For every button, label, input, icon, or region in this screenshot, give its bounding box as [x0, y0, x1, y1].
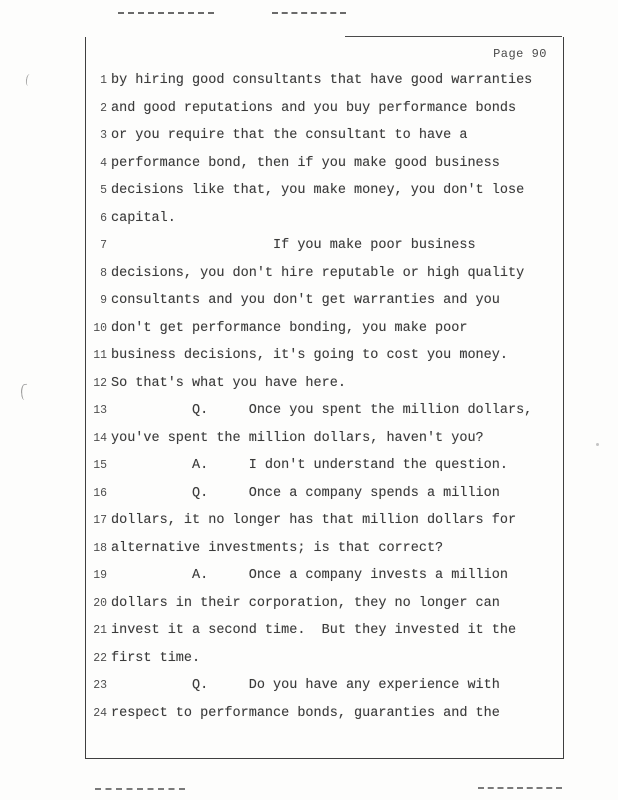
transcript-line: [86, 232, 563, 260]
transcript-lines: [86, 67, 563, 727]
line-number: 13: [93, 404, 107, 417]
line-number: 16: [93, 486, 107, 500]
transcript-line: [86, 95, 563, 123]
scan-artifact: [25, 74, 33, 87]
line-number: 6: [100, 211, 107, 225]
line-number: 17: [93, 514, 107, 527]
transcript-line: [86, 425, 563, 453]
line-number: 18: [93, 541, 107, 555]
line-number: 20: [93, 596, 107, 610]
scan-artifact: [478, 787, 562, 789]
line-text: invest it a second time. But they invested it the: [111, 623, 517, 638]
line-text: A. Once a company invests a million: [111, 568, 508, 583]
transcript-line: [86, 535, 563, 563]
line-text: Q. Do you have any experience with: [111, 678, 500, 693]
transcript-line: [86, 342, 563, 370]
transcript-line: [86, 205, 563, 233]
page-number-label: Page 90: [493, 47, 547, 61]
transcript-line: [86, 150, 563, 178]
transcript-line: [86, 590, 563, 618]
line-text: Q. Once you spent the million dollars,: [111, 403, 533, 418]
transcript-line: [86, 480, 563, 508]
line-number: 23: [93, 679, 107, 692]
line-text: consultants and you don't get warranties and you: [111, 293, 500, 308]
line-number: 12: [93, 376, 107, 390]
line-number: 9: [100, 294, 107, 307]
transcript-line: [86, 617, 563, 645]
transcript-line: [86, 507, 563, 535]
transcript-line: [86, 122, 563, 150]
line-number: 24: [93, 706, 107, 720]
transcript-frame: [85, 37, 564, 759]
transcript-line: [86, 700, 563, 728]
line-text: decisions, you don't hire reputable or high quality: [111, 265, 525, 281]
line-text: you've spent the million dollars, haven't you?: [111, 430, 484, 446]
line-text: and good reputations and you buy performance bonds: [111, 100, 517, 116]
line-text: first time.: [111, 650, 201, 666]
line-number: 1: [100, 74, 107, 87]
line-number: 8: [100, 266, 107, 280]
transcript-line: [86, 562, 563, 590]
scan-artifact: [272, 12, 346, 14]
line-number: 19: [93, 569, 107, 582]
transcript-line: [86, 370, 563, 398]
line-text: If you make poor business: [111, 238, 476, 253]
transcript-line: [86, 260, 563, 288]
line-number: 7: [100, 239, 107, 252]
transcript-line: [86, 452, 563, 480]
line-number: 22: [93, 651, 107, 665]
transcript-line: [86, 315, 563, 343]
line-number: 11: [93, 349, 107, 362]
transcript-line: [86, 672, 563, 700]
scan-artifact: [20, 384, 29, 401]
line-text: capital.: [111, 210, 176, 226]
transcript-line: [86, 67, 563, 95]
line-text: dollars in their corporation, they no longer can: [111, 595, 500, 611]
line-number: 5: [100, 184, 107, 197]
line-text: by hiring good consultants that have good warranties: [111, 73, 533, 88]
line-text: A. I don't understand the question.: [111, 458, 508, 473]
line-number: 10: [93, 321, 107, 335]
line-text: decisions like that, you make money, you don't lose: [111, 183, 525, 198]
line-number: 3: [100, 129, 107, 142]
line-text: or you require that the consultant to have a: [111, 128, 468, 143]
transcript-line: [86, 397, 563, 425]
line-number: 4: [100, 156, 107, 170]
scan-artifact: [118, 12, 214, 14]
transcript-line: [86, 287, 563, 315]
line-text: business decisions, it's going to cost you money.: [111, 348, 508, 363]
transcript-line: [86, 645, 563, 673]
line-number: 15: [93, 459, 107, 472]
scan-artifact: [596, 443, 599, 446]
line-text: performance bond, then if you make good business: [111, 155, 500, 171]
line-text: dollars, it no longer has that million dollars for: [111, 513, 517, 528]
line-number: 21: [93, 624, 107, 637]
line-number: 14: [93, 431, 107, 445]
scan-artifact: [95, 788, 185, 790]
line-text: respect to performance bonds, guaranties and the: [111, 705, 500, 721]
line-text: So that's what you have here.: [111, 375, 346, 391]
line-text: alternative investments; is that correct?: [111, 540, 444, 556]
transcript-line: [86, 177, 563, 205]
line-number: 2: [100, 101, 107, 115]
line-text: don't get performance bonding, you make poor: [111, 320, 468, 336]
line-text: Q. Once a company spends a million: [111, 485, 500, 501]
